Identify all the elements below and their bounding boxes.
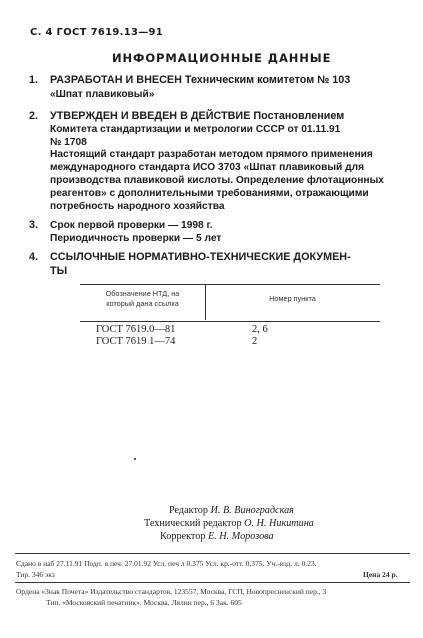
- section-1-line-1: РАЗРАБОТАН И ВНЕСЕН Техническим комитетом № 103: [50, 74, 351, 86]
- table-header-item-number: Номер пункта: [269, 294, 316, 303]
- technical-editor-label: Технический редактор: [144, 518, 242, 529]
- technical-editor-line: [144, 518, 314, 529]
- section-4-number: 4.: [29, 251, 39, 263]
- editor-line: [169, 505, 294, 516]
- section-3-number: 3.: [29, 219, 39, 231]
- section-2-line-3: № 1708: [50, 137, 87, 148]
- imprint-line-1: Сдано в наб 27.11.91 Подп. в печ. 27.01.92 Усл. печ л 0.375 Усл. кр.-отт. 0,375. Уч.-изд. л. 0.23.: [16, 559, 317, 568]
- page-header: С. 4 ГОСТ 7619.13—91: [30, 27, 164, 38]
- section-2-para-2: международного стандарта ИСО 3703 «Шпат плавиковый для: [50, 162, 365, 173]
- imprint-publisher: Ордена «Знак Почета» Издательство стандартов, 123557, Москва, ГСП, Новопресненский пер., 3: [16, 587, 327, 596]
- table-header-document-1: Обозначение НТД, на: [105, 289, 180, 298]
- section-3-line-1: Срок первой проверки — 1998 г.: [50, 220, 213, 231]
- table-row-2-document: ГОСТ 7619 1—74: [96, 336, 176, 347]
- section-2-para-1: Настоящий стандарт разработан методом прямого применения: [50, 149, 373, 160]
- section-4-line-1: ССЫЛОЧНЫЕ НОРМАТИВНО-ТЕХНИЧЕСКИЕ ДОКУМЕН-: [50, 251, 351, 263]
- editor-label: Редактор: [169, 505, 208, 516]
- table-row-2-item: 2: [252, 336, 258, 347]
- proofreader-line: [160, 531, 274, 542]
- imprint-top-rule: [15, 553, 410, 554]
- section-2-para-3: производства плавиковой кислоты. Определение флотационных: [50, 175, 384, 186]
- proofreader-name: Е. Н. Морозова: [207, 531, 274, 542]
- section-2-line-1: УТВЕРЖДЕН И ВВЕДЕН В ДЕЙСТВИЕ Постановлением: [50, 110, 345, 122]
- table-row-1-document: ГОСТ 7619.0—81: [96, 324, 176, 335]
- proofreader-label: Корректор: [160, 531, 206, 542]
- stray-mark: [134, 458, 136, 460]
- table-row-1-item: 2, 6: [252, 324, 268, 335]
- imprint-printer: Тип. «Московский печатник». Москва, Лялин пер., 6 Зак. 605: [46, 598, 242, 607]
- section-2-line-2: Комитета стандартизации и метрологии СССР от 01.11.91: [50, 124, 341, 135]
- section-2-number: 2.: [29, 110, 39, 122]
- imprint-price: Цена 24 р.: [363, 570, 398, 579]
- section-2-para-5: потребность народного хозяйства: [50, 201, 225, 212]
- section-1-line-2: «Шпат плавиковый»: [50, 89, 155, 100]
- section-2-para-4: реагентов» с дополнительными требованиями, отражающими: [50, 188, 369, 199]
- document-title: ИНФОРМАЦИОННЫЕ ДАННЫЕ: [112, 51, 332, 65]
- technical-editor-name: О. Н. Никитина: [244, 518, 314, 529]
- section-3-line-2: Периодичность проверки — 5 лет: [50, 233, 222, 244]
- section-4-line-2: ТЫ: [50, 265, 68, 277]
- imprint-bottom-rule: [15, 582, 410, 583]
- imprint-line-2-left: Тир. 346 экз: [16, 570, 55, 579]
- table-header-document-2: который дана ссылка: [106, 299, 179, 308]
- section-1-number: 1.: [29, 74, 39, 86]
- editor-name: И. В. Виноградская: [210, 505, 294, 516]
